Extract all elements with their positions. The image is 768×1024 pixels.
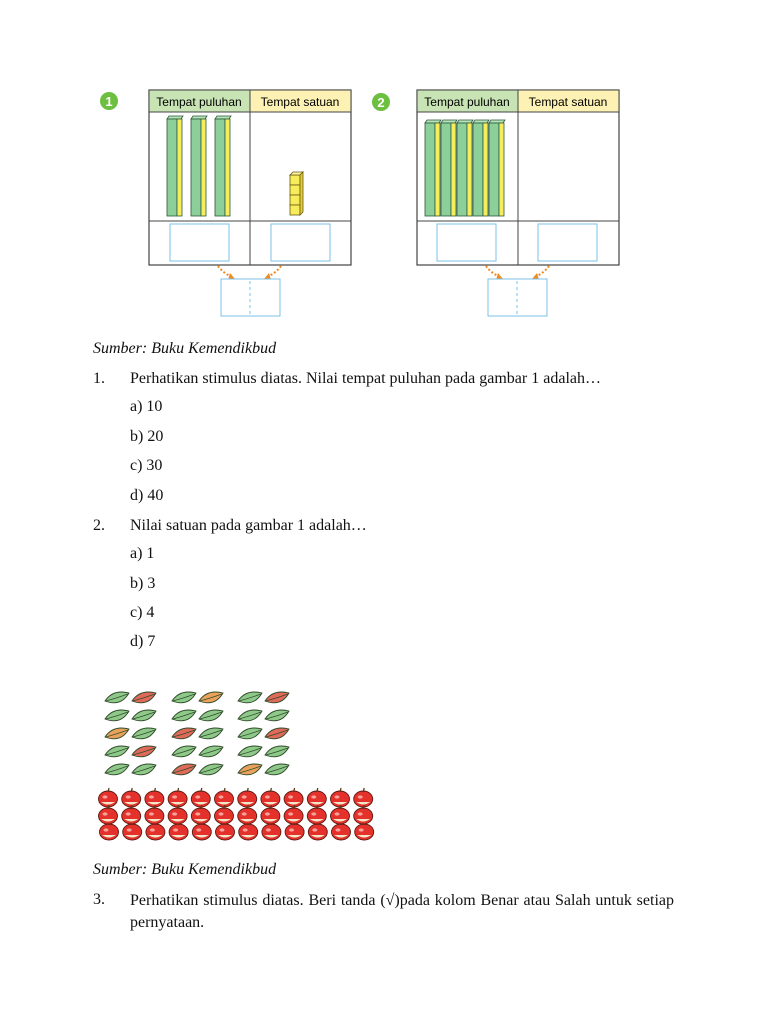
apple-icon xyxy=(145,788,164,807)
leaf-icon xyxy=(199,692,223,703)
leaf-icon xyxy=(172,710,196,721)
question-number: 3. xyxy=(93,891,105,908)
source-caption-2: Sumber: Buku Kemendikbud xyxy=(93,861,277,878)
leaf-icon xyxy=(105,710,129,721)
panel-2 xyxy=(372,90,619,316)
question-3 xyxy=(93,890,683,940)
leaf-icon xyxy=(265,692,289,703)
apple-icon xyxy=(238,805,257,824)
apple-icon xyxy=(168,788,187,807)
panel-1 xyxy=(100,90,351,316)
leaf-icon xyxy=(265,710,289,721)
panel-1-number: 1 xyxy=(105,94,113,109)
tens-rod xyxy=(473,120,489,216)
apple-icon xyxy=(354,805,373,824)
leaf-icon xyxy=(199,728,223,739)
tens-rod xyxy=(191,116,207,216)
apple-icon xyxy=(284,805,303,824)
question-text: Nilai satuan pada gambar 1 adalah… xyxy=(130,517,367,534)
panel-1-tens-answer-box xyxy=(170,224,229,261)
question-1-option-a[interactable]: a) 10 xyxy=(130,398,163,415)
apple-icon xyxy=(122,788,141,807)
apple-icon xyxy=(99,805,118,824)
apple-icon xyxy=(191,788,210,807)
apple-icon xyxy=(307,805,326,824)
ones-cube xyxy=(290,185,300,195)
question-text: Perhatikan stimulus diatas. Nilai tempat puluhan pada gambar 1 adalah… xyxy=(130,370,601,387)
leaf-icon xyxy=(105,692,129,703)
question-2-option-c[interactable]: c) 4 xyxy=(130,604,155,621)
question-2-option-b[interactable]: b) 3 xyxy=(130,575,156,592)
question-2 xyxy=(93,516,693,538)
leaf-icon xyxy=(238,746,262,757)
leaf-icon xyxy=(172,764,196,775)
question-1 xyxy=(93,369,693,391)
apple-icon xyxy=(168,805,187,824)
leaf-icon xyxy=(199,710,223,721)
question-1-option-d[interactable]: d) 40 xyxy=(130,487,164,504)
ones-cube xyxy=(290,205,300,215)
panel-1-ones-answer-box xyxy=(271,224,330,261)
panel-1-ones-cubes xyxy=(290,172,303,215)
question-2-option-a[interactable]: a) 1 xyxy=(130,545,155,562)
tens-rod xyxy=(215,116,231,216)
leaf-icon xyxy=(238,710,262,721)
panel-2-tens-rods xyxy=(425,120,505,216)
tens-rod xyxy=(489,120,505,216)
panel-2-total-box xyxy=(488,279,547,316)
apple-icon xyxy=(145,805,164,824)
question-1-option-c[interactable]: c) 30 xyxy=(130,457,163,474)
leaf-icon xyxy=(105,764,129,775)
tens-rod xyxy=(167,116,183,216)
panel-2-ones-answer-box xyxy=(538,224,597,261)
leaf-icon xyxy=(132,746,156,757)
question-2-option-d[interactable]: d) 7 xyxy=(130,633,156,650)
panel-1-ones-label: Tempat satuan xyxy=(260,95,340,109)
leaf-icon xyxy=(105,728,129,739)
leaf-icon xyxy=(238,764,262,775)
leaf-icon xyxy=(132,692,156,703)
leaf-icon xyxy=(132,728,156,739)
leaf-icon xyxy=(199,746,223,757)
panel-2-tens-label: Tempat puluhan xyxy=(424,95,510,109)
apple-icon xyxy=(331,788,350,807)
ones-cube xyxy=(290,175,300,185)
leaf-icon xyxy=(238,692,262,703)
question-number: 2. xyxy=(93,517,105,534)
leaf-icon xyxy=(265,764,289,775)
panel-1-tens-label: Tempat puluhan xyxy=(156,95,242,109)
apple-icon xyxy=(307,788,326,807)
panel-1-total-box xyxy=(221,279,280,316)
source-caption-1: Sumber: Buku Kemendikbud xyxy=(93,340,277,357)
leaf-icon xyxy=(105,746,129,757)
apple-icon xyxy=(238,788,257,807)
leaf-icon xyxy=(265,746,289,757)
ones-cube xyxy=(290,195,300,205)
apple-icon xyxy=(122,805,141,824)
tens-rod xyxy=(457,120,473,216)
apple-icon xyxy=(215,788,234,807)
apple-icon xyxy=(331,805,350,824)
leaf-icon xyxy=(172,728,196,739)
place-value-figure xyxy=(95,85,635,325)
apple-icon xyxy=(354,788,373,807)
leaves-apples-figure xyxy=(95,685,380,850)
leaf-icon xyxy=(132,764,156,775)
tens-rod xyxy=(425,120,441,216)
leaf-icon xyxy=(172,692,196,703)
panel-2-tens-answer-box xyxy=(437,224,496,261)
tens-rod xyxy=(441,120,457,216)
apple-icon xyxy=(191,805,210,824)
leaf-icon xyxy=(199,764,223,775)
question-number: 1. xyxy=(93,370,105,387)
leaf-icon xyxy=(265,728,289,739)
question-text: Perhatikan stimulus diatas. Beri tanda (√)pada kolom Benar atau Salah untuk setiap pernyataan. xyxy=(130,892,674,931)
leaf-icon xyxy=(172,746,196,757)
apple-icon xyxy=(261,788,280,807)
panel-2-number: 2 xyxy=(377,95,385,110)
panel-2-ones-label: Tempat satuan xyxy=(528,95,608,109)
apple-icon xyxy=(99,788,118,807)
question-1-option-b[interactable]: b) 20 xyxy=(130,428,164,445)
panel-1-tens-rods xyxy=(167,116,231,216)
leaf-icon xyxy=(132,710,156,721)
apple-icon xyxy=(284,788,303,807)
apple-icon xyxy=(215,805,234,824)
apple-icon xyxy=(261,805,280,824)
leaf-icon xyxy=(238,728,262,739)
